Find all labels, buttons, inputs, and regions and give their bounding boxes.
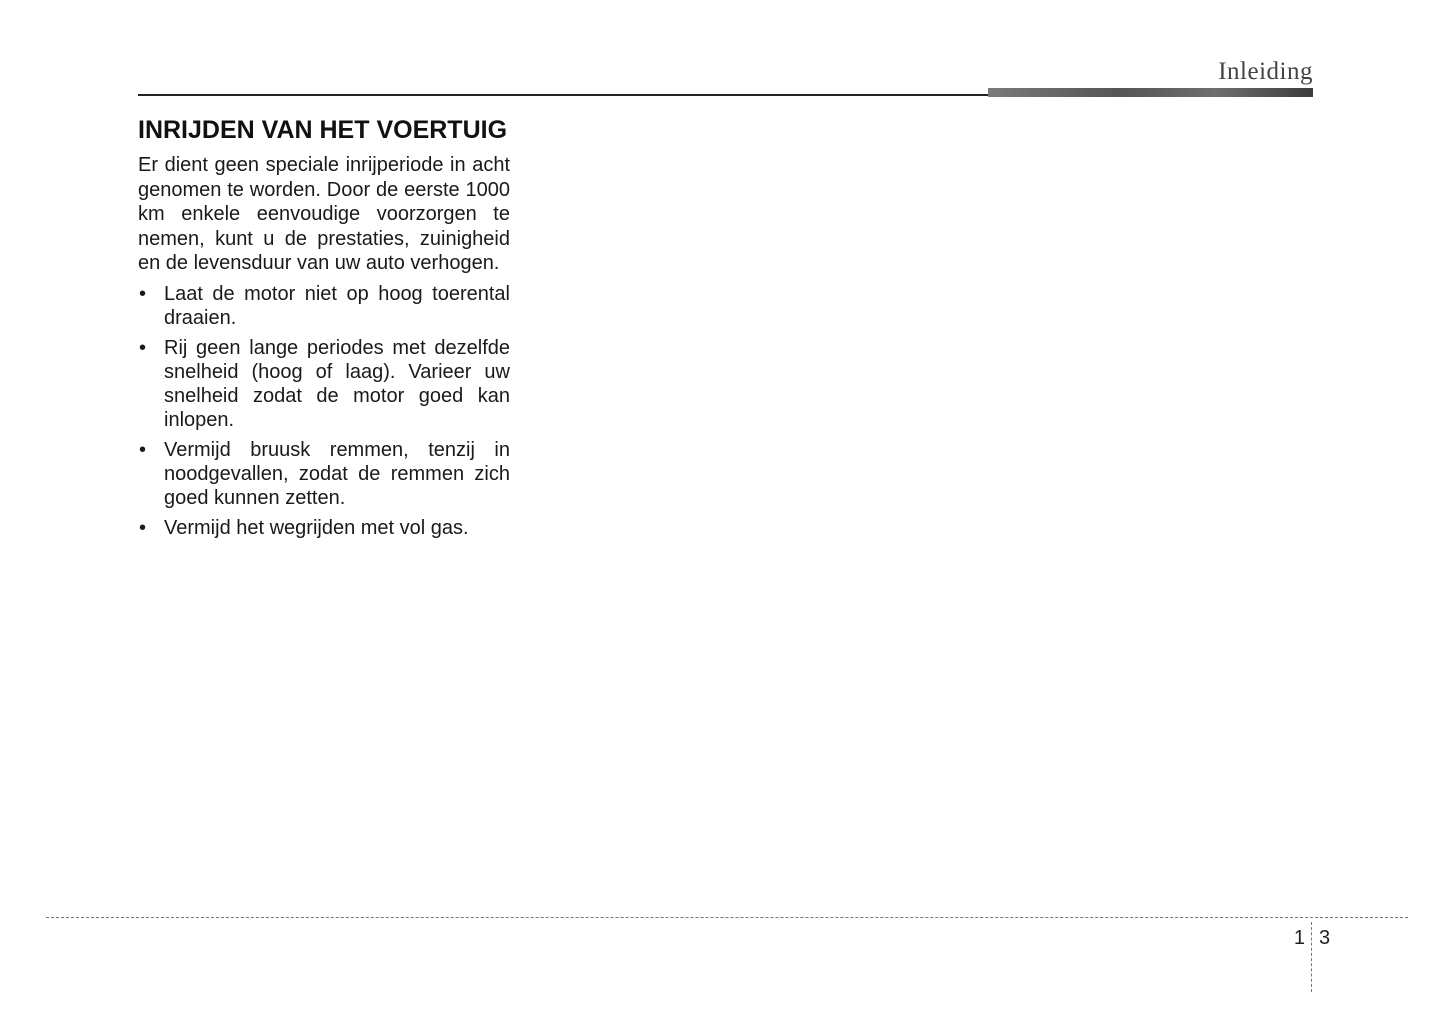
bullet-icon: •: [139, 282, 147, 305]
page-number: 3: [1319, 927, 1331, 949]
page-number-divider: [1311, 922, 1312, 992]
bullet-item: [138, 336, 510, 432]
bullet-text: Rij geen lange periodes met dezelfde snelheid (hoog of laag). Varieer uw snelheid zodat de motor goed kan inlopen.: [164, 336, 510, 431]
intro-paragraph: Er dient geen speciale inrijperiode in acht genomen te worden. Door de eerste 1000 km enkele eenvoudige voorzorgen te nemen, kunt u de prestaties, zuinigheid en de levensduur van uw auto verhogen.: [138, 154, 510, 274]
section-content: [138, 115, 510, 546]
section-title: INRIJDEN VAN HET VOERTUIG: [138, 116, 508, 144]
bullet-list: [138, 282, 510, 540]
header-accent-bar: [988, 88, 1313, 97]
bullet-item: [138, 438, 510, 510]
bullet-text: Vermijd het wegrijden met vol gas.: [164, 516, 469, 539]
bullet-icon: •: [139, 516, 147, 539]
bullet-item: [138, 516, 510, 540]
bullet-item: [138, 282, 510, 330]
chapter-number: 1: [1293, 927, 1305, 949]
bullet-icon: •: [139, 336, 147, 359]
chapter-title: Inleiding: [1218, 58, 1313, 85]
bullet-text: Vermijd bruusk remmen, tenzij in noodgevallen, zodat de remmen zich goed kunnen zetten.: [164, 438, 510, 509]
footer-dashed-rule: [46, 917, 1408, 918]
bullet-icon: •: [139, 438, 147, 461]
bullet-text: Laat de motor niet op hoog toerental draaien.: [164, 282, 510, 329]
